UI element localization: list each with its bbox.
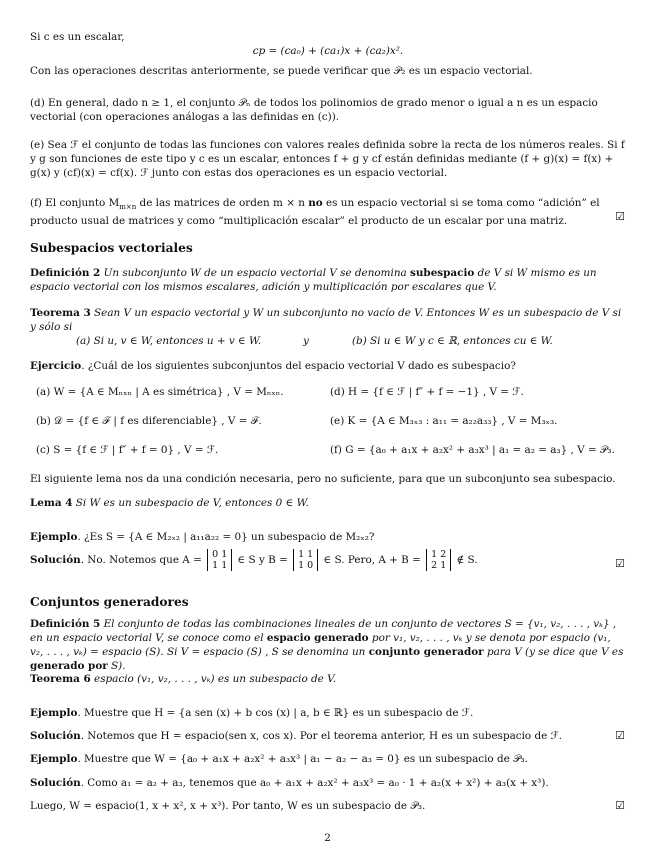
exercise-c: (c) S = {f ∈ ℱ | f″ + f = 0} , V = ℱ.	[36, 444, 219, 456]
definition-2: Definición 2 Un subconjunto W de un espacio vectorial V se denomina subespacio de V si W mismo es un espacio vectorial con los mismos escalares, adición y multiplicación por escalares que V.	[30, 267, 597, 293]
item-d: (d) En general, dado n ≥ 1, el conjunto 𝒫ₙ de todos los polinomios de grado menor o igual a n es un espacio vectorial (con operaciones análogas a las definidas en (c)).	[30, 97, 598, 123]
theorem-3-b: (b) Si u ∈ W y c ∈ ℝ, entonces cu ∈ W.	[352, 335, 553, 347]
qed-icon: ☑	[615, 729, 625, 742]
scalar-equation: cp = (ca₀) + (ca₁)x + (ca₂)x².	[252, 45, 404, 57]
qed-icon: ☑	[615, 210, 625, 223]
lemma-4: Lema 4 Si W es un subespacio de V, entonces 0 ∈ W.	[30, 497, 309, 509]
page-number: 2	[324, 832, 331, 844]
item-e: (e) Sea ℱ el conjunto de todas las funciones con valores reales definida sobre la recta de los números reales. Si f y g son funciones de este tipo y c es un escalar, entonces f + g y cf están definidas mediante (f + g)(x) = f(x) + g(x) y (cf)(x) = cf(x). ℱ junto con estas dos operaciones es un espacio vectorial.	[30, 139, 625, 179]
solution-3: Solución. Como a₁ = a₂ + a₃, tenemos que a₀ + a₁x + a₂x² + a₃x³ = a₀ · 1 + a₂(x + x²) + a₃(x + x³).	[30, 777, 549, 789]
exercise-f: (f) G = {a₀ + a₁x + a₂x² + a₃x³ | a₁ = a₂ = a₃} , V = 𝒫₃.	[330, 444, 615, 456]
theorem-3: Teorema 3 Sean V un espacio vectorial y W un subconjunto no vacío de V. Entonces W es un subespacio de V si y sólo si	[30, 307, 622, 333]
p2-statement: Con las operaciones descritas anteriormente, se puede verificar que 𝒫₂ es un espacio vectorial.	[30, 65, 533, 77]
qed-icon: ☑	[615, 799, 625, 812]
matrix-a-plus-b: 1 2 2 1	[426, 549, 451, 571]
example-3: Ejemplo. Muestre que W = {a₀ + a₁x + a₂x² + a₃x³ | a₁ − a₂ − a₃ = 0} es un subespacio de 𝒫₃.	[30, 753, 529, 765]
matrix-a: 0 1 1 1	[207, 549, 232, 571]
section-heading-generators: Conjuntos generadores	[30, 595, 189, 609]
lemma-intro: El siguiente lema nos da una condición necesaria, pero no suficiente, para que un subconjunto sea subespacio.	[30, 473, 616, 485]
definition-5: Definición 5 El conjunto de todas las combinaciones lineales de un conjunto de vectores S = {v₁, v₂, . . . , vₖ} , en un espacio vectorial V, se conoce como el espacio generado por v₁, v₂, . . . , vₖ y se denota por espacio (v₁, v₂, . . . , vₖ) = espacio (S). Si V = espacio (S) , S se denomina un conjunto generador para V (y se dice que V es generado por S).	[30, 618, 624, 672]
conclusion: Luego, W = espacio(1, x + x², x + x³). Por tanto, W es un subespacio de 𝒫₃.	[30, 800, 426, 812]
exercise-intro: Ejercicio. ¿Cuál de los siguientes subconjuntos del espacio vectorial V dado es subespacio?	[30, 360, 516, 372]
theorem-6: Teorema 6 espacio (v₁, v₂, . . . , vₖ) es un subespacio de V.	[30, 673, 337, 685]
item-f: (f) El conjunto $M_{m\times n}$ de las matrices de orden m × n no es un espacio vectorial si se toma como “adición” el producto usual de matrices y como “multiplicación escalar” el producto de un escalar por una matriz.	[30, 197, 600, 228]
exercise-a: (a) W = {A ∈ Mₙₓₙ | A es simétrica} , V = Mₙₓₙ.	[36, 386, 284, 398]
exercise-e: (e) K = {A ∈ M₃ₓ₃ : a₁₁ = a₂₂a₃₃} , V = M₃ₓ₃.	[330, 415, 558, 427]
solution-2: Solución. Notemos que H = espacio(sen x, cos x). Por el teorema anterior, H es un subespacio de ℱ.	[30, 730, 563, 742]
theorem-3-and: y	[303, 335, 309, 347]
theorem-3-a: (a) Si u, v ∈ W, entonces u + v ∈ W.	[76, 335, 262, 347]
qed-icon: ☑	[615, 557, 625, 570]
scalar-intro: Si c es un escalar,	[30, 31, 125, 43]
section-heading-subspaces: Subespacios vectoriales	[30, 241, 193, 255]
exercise-d: (d) H = {f ∈ ℱ | f″ + f = −1} , V = ℱ.	[330, 386, 524, 398]
matrix-b: 1 1 1 0	[293, 549, 318, 571]
example-1: Ejemplo. ¿Es S = {A ∈ M₂ₓ₂ | a₁₁a₂₂ = 0} un subespacio de M₂ₓ₂?	[30, 531, 375, 543]
solution-1: Solución. No. Notemos que A = 0 1 1 1 ∈ S y B = 1 1 1 0 ∈ S. Pero, A + B = 1 2 2 1 ∉ S.	[30, 549, 478, 571]
exercise-b: (b) 𝒟 = {f ∈ ℱ | f es diferenciable} , V = ℱ.	[36, 415, 262, 427]
example-2: Ejemplo. Muestre que H = {a sen (x) + b cos (x) | a, b ∈ ℝ} es un subespacio de ℱ.	[30, 707, 474, 719]
